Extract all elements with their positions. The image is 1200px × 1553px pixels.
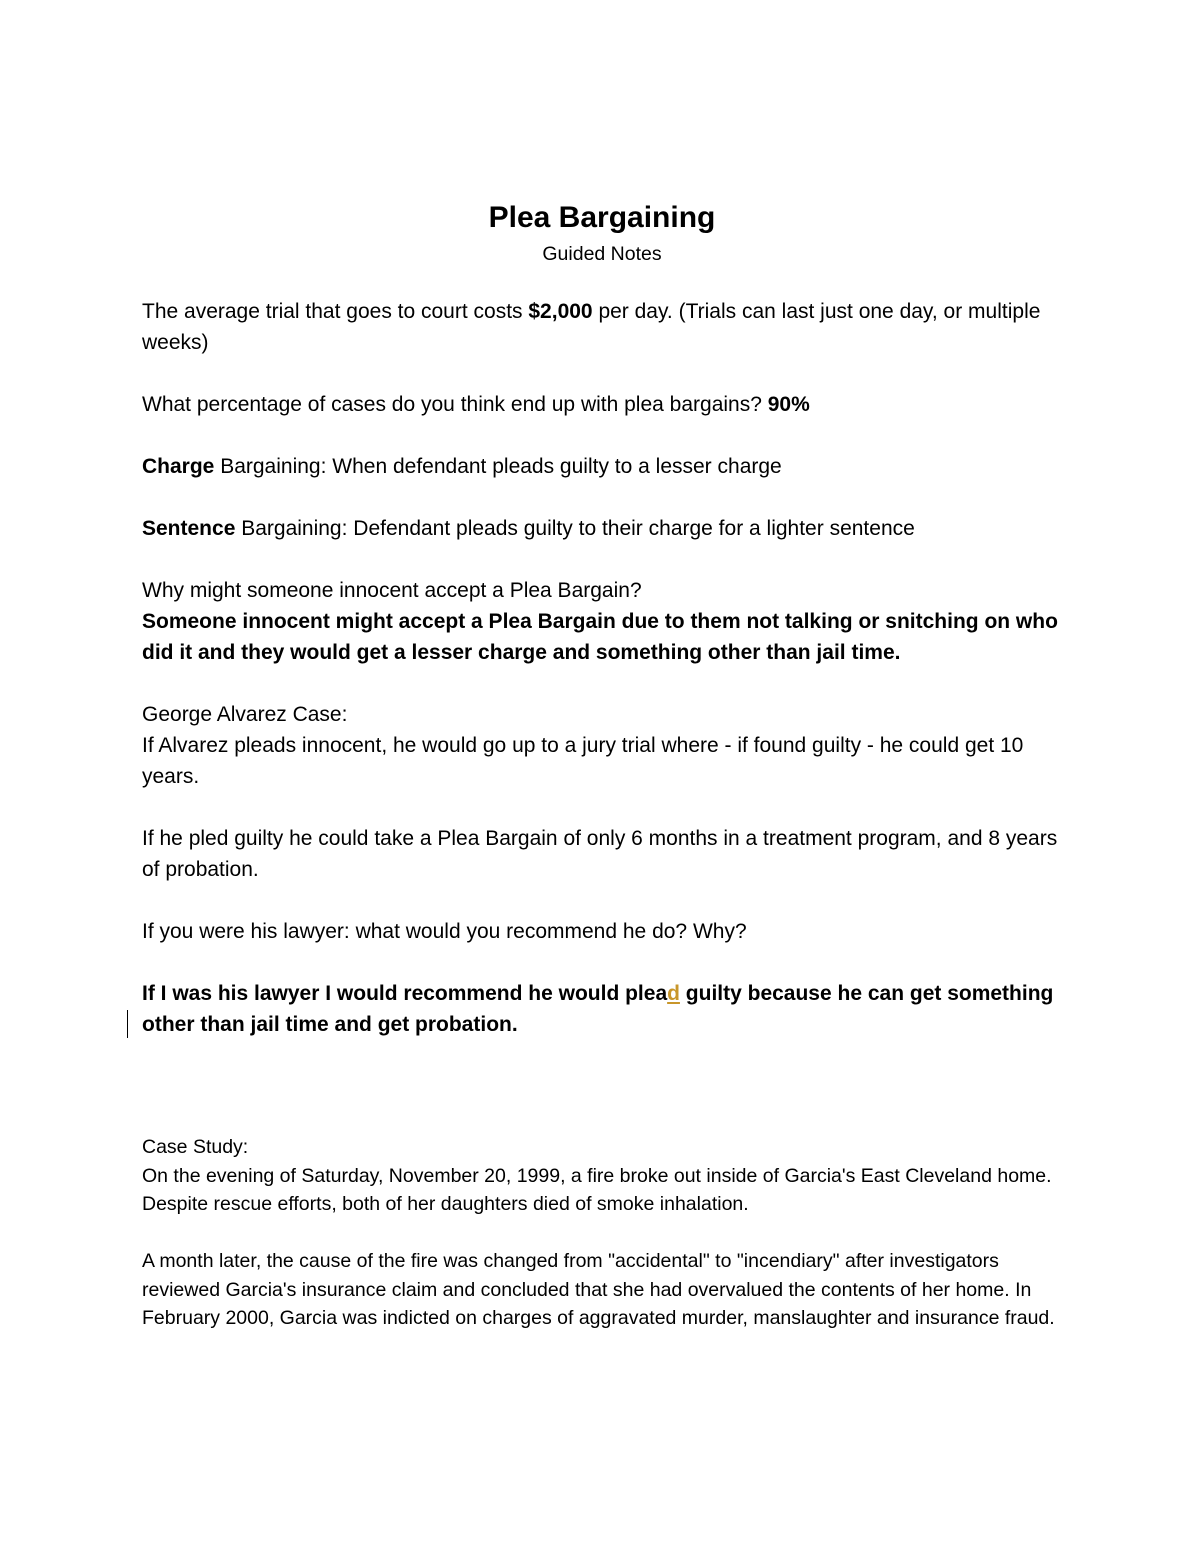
sentence-bargaining-paragraph	[142, 513, 1062, 544]
charge-term: Charge	[142, 455, 215, 478]
page-title: Plea Bargaining	[488, 201, 716, 234]
lawyer-answer-end: guilty because he can get something other than jail time and get probation.	[142, 982, 1054, 1036]
lawyer-answer-start: If I was his lawyer I would recommend he would plea	[142, 982, 668, 1005]
page-subtitle: Guided Notes	[542, 243, 662, 265]
innocent-question: Why might someone innocent accept a Plea Bargain?	[142, 579, 642, 602]
charge-bargaining-paragraph	[142, 451, 1062, 482]
trial-cost-paragraph	[142, 296, 1062, 358]
alvarez-innocent-outcome: If Alvarez pleads innocent, he would go up to a jury trial where - if found guilty - he could get 10 years.	[142, 734, 1024, 788]
text-cursor	[127, 1010, 128, 1038]
alvarez-heading: George Alvarez Case:	[142, 703, 348, 726]
case-study-paragraph-2: A month later, the cause of the fire was changed from "accidental" to "incendiary" after investigators reviewed Garcia's insurance claim and concluded that she had overvalued the contents of her home. In February 2000, Garcia was indicted on charges of aggravated murder, manslaughter and insurance fraud.	[142, 1250, 1055, 1329]
case-study-heading: Case Study:	[142, 1136, 249, 1158]
trial-cost-text: The average trial that goes to court costs	[142, 300, 529, 323]
alvarez-guilty-outcome: If he pled guilty he could take a Plea Bargain of only 6 months in a treatment program, and 8 years of probation.	[142, 827, 1058, 881]
sentence-term: Sentence	[142, 517, 236, 540]
percentage-paragraph	[142, 389, 1062, 420]
sentence-definition: Bargaining: Defendant pleads guilty to their charge for a lighter sentence	[235, 517, 915, 540]
trial-cost-text-end: per day. (Trials can last just one day, or multiple weeks)	[142, 300, 1041, 354]
trial-cost-amount: $2,000	[528, 300, 593, 323]
lawyer-answer	[142, 978, 1062, 1040]
charge-definition: Bargaining: When defendant pleads guilty to a lesser charge	[214, 455, 782, 478]
innocent-answer-text: Someone innocent might accept a Plea Bargain due to them not talking or snitching on who did it and they would get a lesser charge and something other than jail time.	[142, 610, 1058, 664]
lawyer-question: If you were his lawyer: what would you recommend he do? Why?	[142, 920, 747, 943]
suggestion-highlight[interactable]: d	[667, 982, 680, 1005]
innocent-answer	[142, 606, 1062, 668]
document-body[interactable]	[142, 196, 1062, 1333]
percentage-answer: 90%	[767, 393, 810, 416]
percentage-question: What percentage of cases do you think end up with plea bargains?	[142, 393, 768, 416]
case-study-paragraph-1: On the evening of Saturday, November 20, 1999, a fire broke out inside of Garcia's East Cleveland home. Despite rescue efforts, both of her daughters died of smoke inhalation.	[142, 1164, 1052, 1215]
